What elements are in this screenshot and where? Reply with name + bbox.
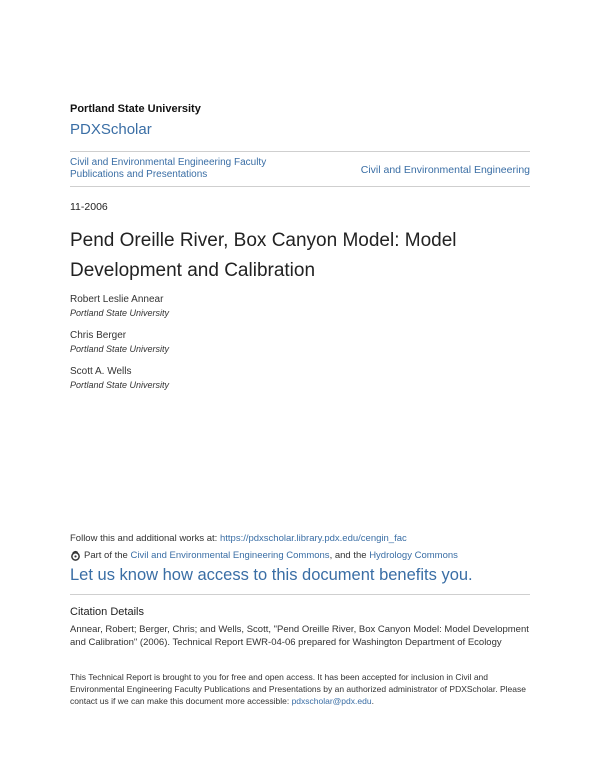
institution-name: Portland State University [70, 103, 201, 115]
top-divider [70, 151, 530, 152]
feedback-link[interactable]: Let us know how access to this document benefits you. [70, 566, 473, 584]
citation-text: Annear, Robert; Berger, Chris; and Wells, Scott, "Pend Oreille River, Box Canyon Model: Model Development and Calibration" (2006). Technical Report EWR-04-06 prepared for Washington Department of Ecology [70, 624, 529, 648]
access-notice [70, 671, 532, 707]
contact-email-link[interactable]: pdxscholar@pdx.edu [291, 696, 372, 706]
author-affiliation: Portland State University [70, 308, 170, 318]
publication-date: 11-2006 [70, 201, 108, 213]
author-affiliation: Portland State University [70, 380, 170, 390]
repository-link[interactable]: PDXScholar [70, 121, 152, 138]
notice-suffix: . [371, 696, 374, 706]
hydrology-commons-link[interactable]: Hydrology Commons [369, 550, 458, 561]
department-link[interactable]: Civil and Environmental Engineering [360, 164, 530, 176]
follow-prefix: Follow this and additional works at: [70, 533, 220, 544]
notice-text: This Technical Report is brought to you for free and open access. It has been accepted for inclusion in Civil and Environmental Engineering Faculty Publications and Presentations by an authorized administrator of PDXScholar. Please contact us if we can make this document more accessible: [70, 672, 526, 706]
part-of-prefix: Part of the [84, 550, 128, 561]
document-title: Pend Oreille River, Box Canyon Model: Model Development and Calibration [70, 230, 457, 281]
open-access-icon [70, 550, 81, 561]
citation-divider [70, 594, 530, 595]
bottom-divider [70, 186, 530, 187]
collection-link[interactable]: Civil and Environmental Engineering Faculty Publications and Presentations [70, 157, 267, 180]
citation-heading: Citation Details [70, 606, 144, 618]
author-name: Robert Leslie Annear [70, 294, 164, 305]
author-name: Scott A. Wells [70, 366, 132, 377]
author-affiliation: Portland State University [70, 344, 170, 354]
author-name: Chris Berger [70, 330, 127, 341]
part-of-line [70, 550, 458, 561]
part-of-middle: , and the [329, 550, 367, 561]
civil-commons-link[interactable]: Civil and Environmental Engineering Commons [130, 550, 330, 561]
follow-line [70, 533, 407, 544]
follow-url-link[interactable]: https://pdxscholar.library.pdx.edu/cengin_fac [219, 533, 407, 544]
